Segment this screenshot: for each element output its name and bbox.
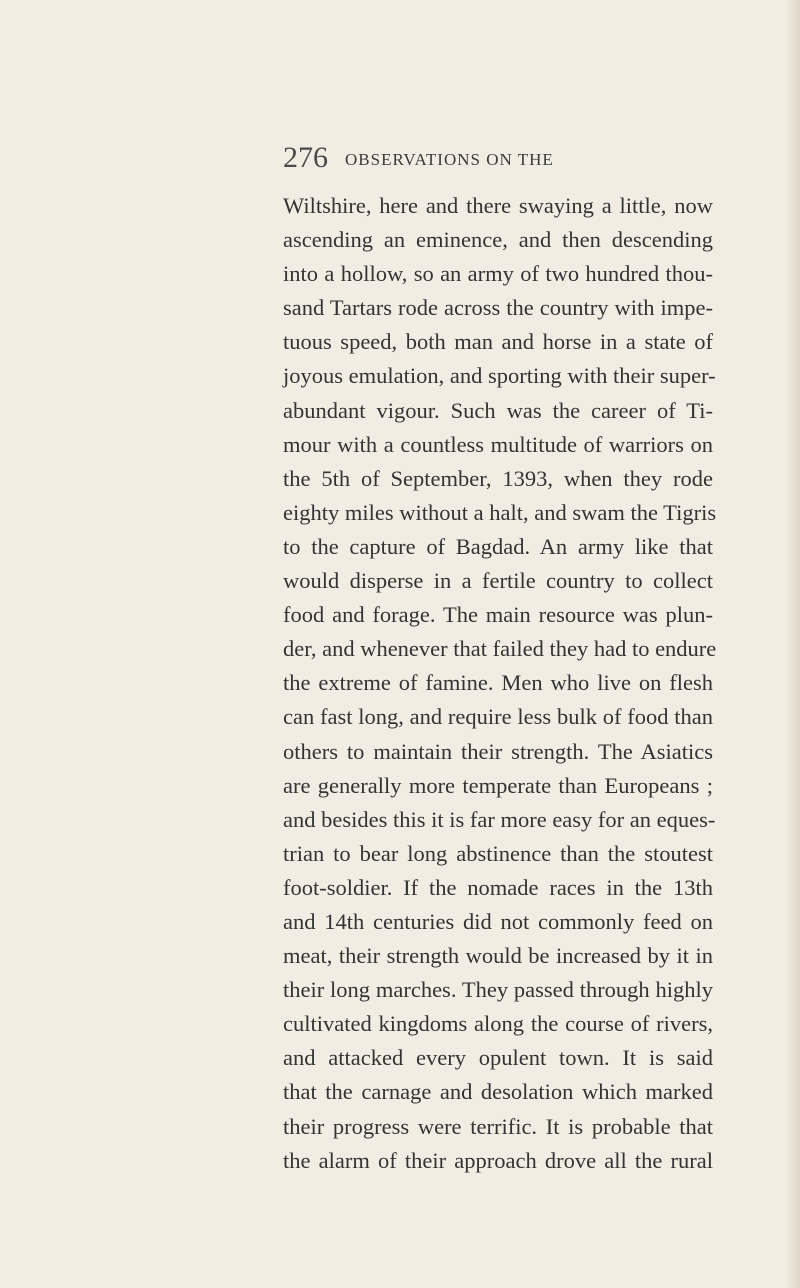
page-number: 276 bbox=[283, 141, 328, 174]
text-line: food and forage. The main resource was plun- bbox=[283, 602, 713, 628]
text-line: foot-soldier. If the nomade races in the 13th bbox=[283, 874, 713, 900]
text-line: eighty miles without a halt, and swam the Tigris bbox=[283, 499, 717, 525]
text-line: trian to bear long abstinence than the stoutest bbox=[283, 840, 713, 866]
text-line: their long marches. They passed through highly bbox=[283, 977, 713, 1003]
text-line: the extreme of famine. Men who live on flesh bbox=[283, 670, 713, 696]
page-header bbox=[0, 140, 800, 180]
page-edge-shadow bbox=[786, 0, 800, 1288]
text-line: the alarm of their approach drove all the rural bbox=[283, 1147, 713, 1173]
text-line: cultivated kingdoms along the course of rivers, bbox=[283, 1011, 713, 1037]
text-line: can fast long, and require less bulk of food than bbox=[283, 704, 713, 730]
text-line: would disperse in a fertile country to collect bbox=[283, 568, 713, 594]
text-line: abundant vigour. Such was the career of Ti- bbox=[283, 397, 713, 423]
text-line: joyous emulation, and sporting with their super- bbox=[283, 363, 716, 389]
text-line: ascending an eminence, and then descending bbox=[283, 227, 713, 253]
text-line: mour with a countless multitude of warriors on bbox=[283, 431, 713, 457]
text-line: Wiltshire, here and there swaying a little, now bbox=[283, 193, 713, 218]
text-line: and attacked every opulent town. It is said bbox=[283, 1045, 713, 1071]
text-line: sand Tartars rode across the country with impe- bbox=[283, 295, 713, 321]
running-head: OBSERVATIONS ON THE bbox=[345, 150, 554, 169]
text-line: tuous speed, both man and horse in a state of bbox=[283, 329, 713, 355]
text-line: their progress were terrific. It is probable that bbox=[283, 1113, 713, 1139]
text-line: are generally more temperate than Europeans ; bbox=[283, 772, 713, 798]
text-line: and besides this it is far more easy for an eques- bbox=[283, 806, 716, 832]
text-line: into a hollow, so an army of two hundred thou- bbox=[283, 261, 713, 287]
text-line: that the carnage and desolation which marked bbox=[283, 1079, 713, 1105]
text-line: der, and whenever that failed they had to endure bbox=[283, 636, 717, 662]
text-line: and 14th centuries did not commonly feed on bbox=[283, 908, 713, 934]
body-text bbox=[283, 189, 717, 1178]
text-line: meat, their strength would be increased by it in bbox=[283, 943, 713, 969]
text-line: to the capture of Bagdad. An army like that bbox=[283, 533, 713, 559]
text-line: the 5th of September, 1393, when they rode bbox=[283, 465, 713, 491]
text-line: others to maintain their strength. The Asiatics bbox=[283, 738, 713, 764]
